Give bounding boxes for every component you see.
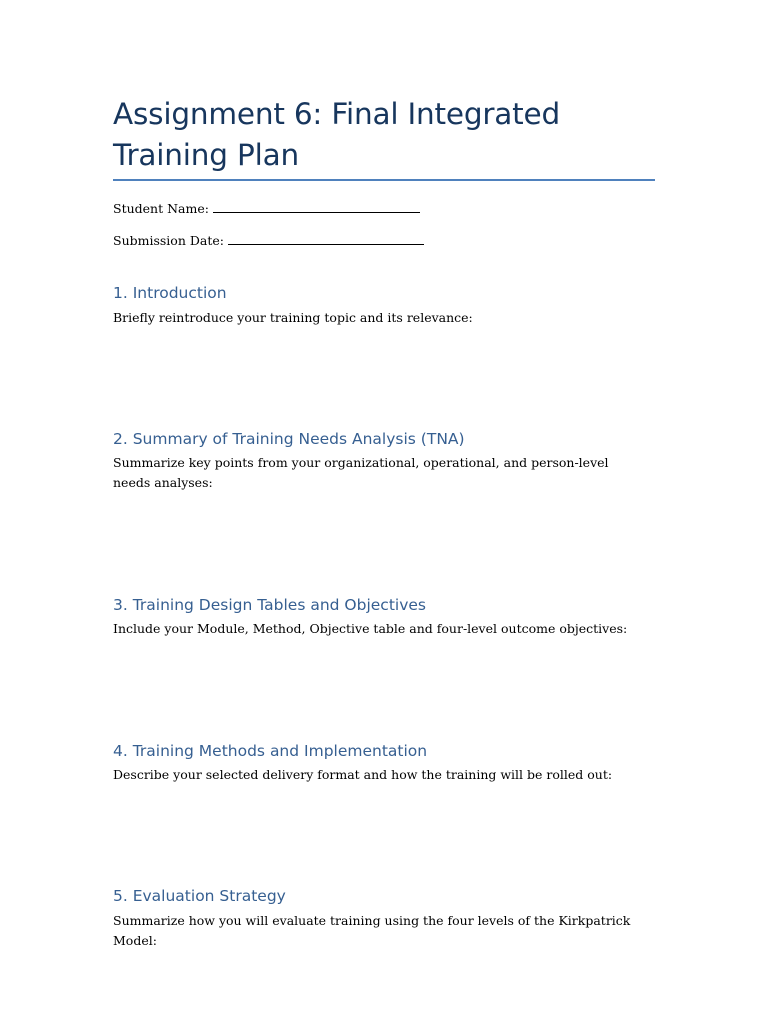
submission-date-label: Submission Date:: [113, 233, 224, 248]
section-prompt-tna-summary: Summarize key points from your organizational, operational, and person-level needs analyses:: [113, 455, 609, 490]
submission-date-field: [113, 232, 424, 250]
section-prompt-methods-implementation: Describe your selected delivery format and how the training will be rolled out:: [113, 767, 613, 782]
section-prompt-introduction: Briefly reintroduce your training topic and its relevance:: [113, 310, 473, 325]
student-name-field: [113, 200, 420, 218]
section-heading-methods-implementation: 4. Training Methods and Implementation: [113, 742, 428, 760]
section-heading-design-tables: 3. Training Design Tables and Objectives: [113, 596, 426, 614]
document-title: Assignment 6: Final Integrated Training Plan: [113, 97, 561, 172]
student-name-label: Student Name:: [113, 201, 209, 216]
student-name-blank[interactable]: [213, 200, 420, 213]
submission-date-blank[interactable]: [228, 232, 424, 245]
section-prompt-evaluation-strategy: Summarize how you will evaluate training using the four levels of the Kirkpatrick Model:: [113, 913, 631, 948]
section-heading-evaluation-strategy: 5. Evaluation Strategy: [113, 887, 286, 905]
section-prompt-design-tables: Include your Module, Method, Objective table and four-level outcome objectives:: [113, 621, 628, 636]
section-heading-introduction: 1. Introduction: [113, 284, 227, 302]
title-underline-rule: [113, 179, 655, 181]
section-heading-tna-summary: 2. Summary of Training Needs Analysis (TNA): [113, 430, 465, 448]
